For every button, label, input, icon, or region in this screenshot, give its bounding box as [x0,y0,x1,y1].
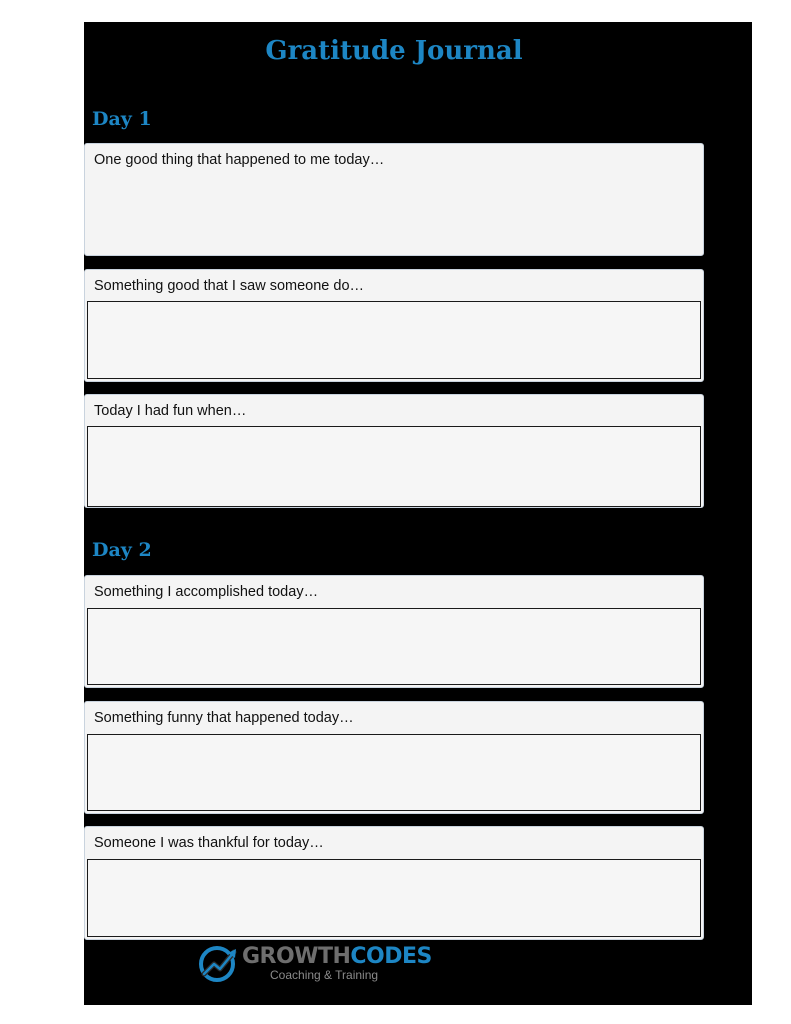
answer-field[interactable] [87,859,701,937]
prompt-label: Someone I was thankful for today… [94,835,324,851]
prompt-label: Today I had fun when… [94,403,247,419]
prompt-label: One good thing that happened to me today… [94,152,385,168]
logo-wordmark: GROWTHCODES [242,944,432,969]
day-1-prompt-3-box [84,394,704,508]
day-1-heading: Day 1 [92,108,152,130]
day-1-prompt-2-box [84,269,704,382]
prompt-label: Something funny that happened today… [94,710,354,726]
day-2-prompt-3-box [84,826,704,940]
day-2-prompt-1-box [84,575,704,688]
day-1-prompt-1-box[interactable] [84,143,704,256]
day-2-heading: Day 2 [92,539,152,561]
page-title: Gratitude Journal [265,36,523,66]
prompt-label: Something I accomplished today… [94,584,319,600]
growthcodes-logo [198,944,438,984]
journal-sheet [84,22,752,1005]
answer-field[interactable] [87,426,701,507]
answer-field[interactable] [87,734,701,811]
prompt-label: Something good that I saw someone do… [94,278,365,294]
answer-field[interactable] [87,301,701,379]
growth-arrow-icon [198,944,240,982]
day-2-prompt-2-box [84,701,704,814]
logo-tagline: Coaching & Training [270,968,379,982]
answer-field[interactable] [87,608,701,685]
